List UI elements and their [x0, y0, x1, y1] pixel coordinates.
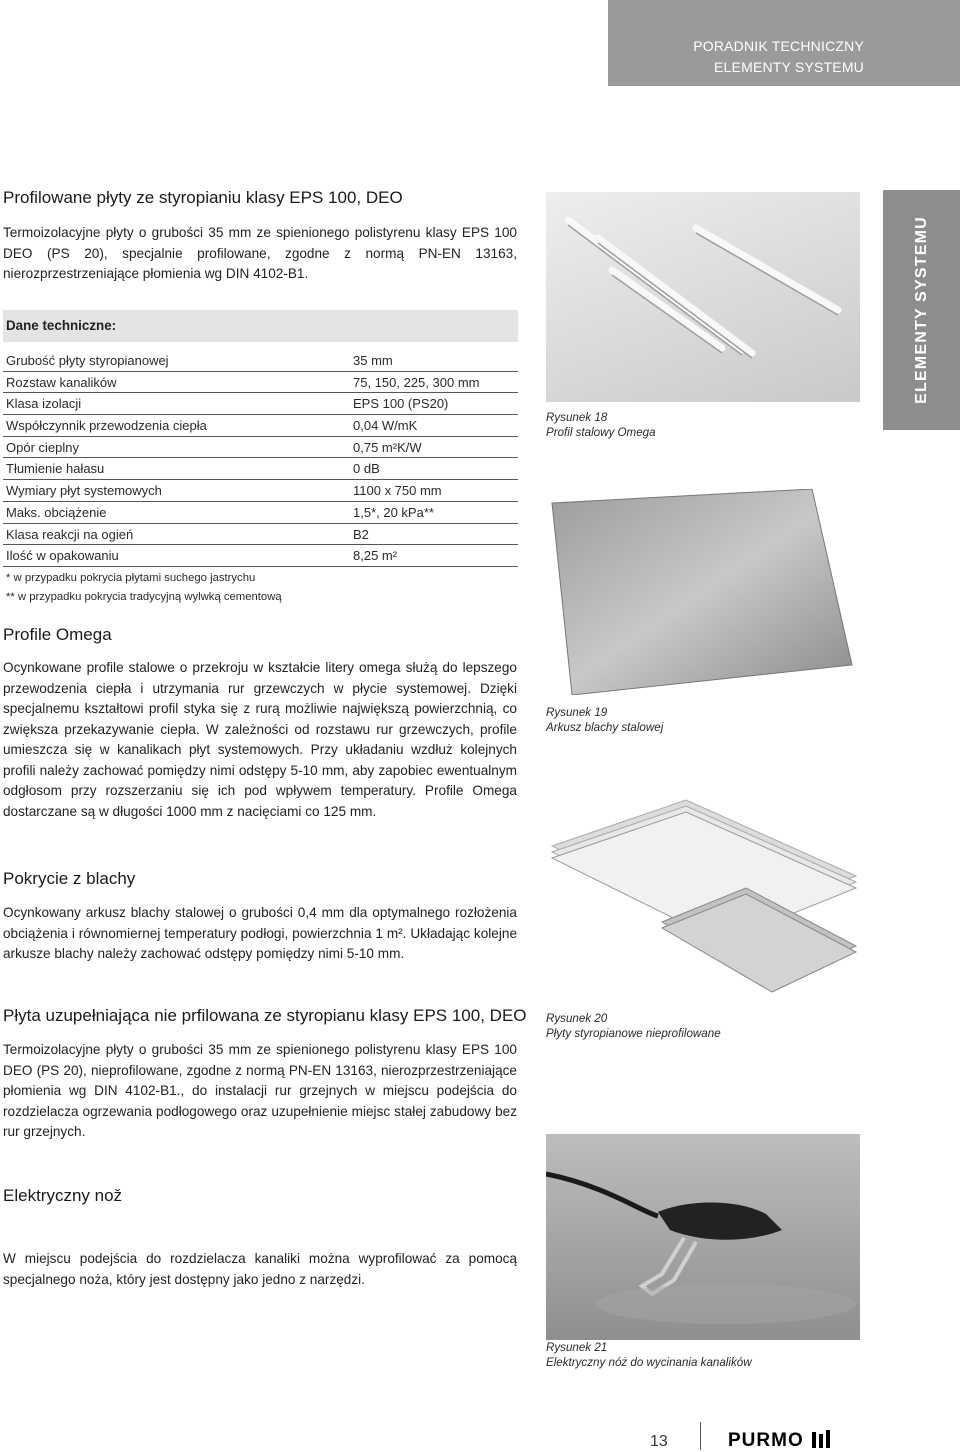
header-title: PORADNIK TECHNICZNY	[693, 38, 864, 54]
section-body-plate: Termoizolacyjne płyty o grubości 35 mm ze spienionego polistyrenu klasy EPS 100 DEO (PS 20), nieprofilowane, zgodne z normą PN-EN 13163, nierozprzestrzeniające płomienia wg DIN 4102-B1., do instalacji rur grzejnych w miejscu podejścia do rozdzielacza ogrzewania podłogowego oraz uzupełnienie miejsc stałej zabudowy bez rur grzejnych.	[3, 1042, 517, 1139]
header-subtitle: ELEMENTY SYSTEMU	[714, 59, 864, 75]
section-title-eps: Profilowane płyty ze styropianiu klasy EPS 100, DEO	[3, 188, 403, 207]
spec-key: Opór cieplny	[6, 439, 79, 455]
caption-number: Rysunek 20	[546, 1012, 608, 1025]
table-row	[3, 524, 518, 546]
page-number: 13	[650, 1433, 668, 1450]
side-tab	[883, 190, 960, 430]
caption-number: Rysunek 21	[546, 1341, 608, 1354]
electric-knife-image	[546, 1134, 860, 1340]
section-body-eps: Termoizolacyjne płyty o grubości 35 mm ze spienionego polistyrenu klasy EPS 100 DEO (PS 20), specjalnie profilowane, zgodne z normą PN-EN 13163, nierozprzestrzeniające płomienia wg DIN 4102-B1.	[3, 225, 517, 281]
side-tab-label: ELEMENTY SYSTEMU	[912, 216, 930, 404]
photo-electric-knife	[546, 1134, 860, 1340]
footnote: * w przypadku pokrycia płytami suchego jastrychu	[6, 571, 256, 584]
footer-divider	[700, 1422, 701, 1450]
spec-key: Rozstaw kanalików	[6, 374, 117, 390]
caption-fig-19	[546, 705, 663, 735]
spec-value: EPS 100 (PS20)	[353, 396, 449, 412]
omega-profiles-image	[546, 192, 860, 402]
section-title-omega: Profile Omega	[3, 625, 112, 644]
spec-key: Współczynnik przewodzenia ciepła	[6, 418, 207, 434]
table-row	[3, 480, 518, 502]
caption-title: Arkusz blachy stalowej	[546, 721, 664, 734]
caption-fig-20	[546, 1011, 721, 1041]
table-row	[3, 415, 518, 437]
table-row	[3, 502, 518, 524]
photo-steel-sheet	[546, 489, 860, 695]
spec-table	[3, 310, 518, 607]
spec-key: Ilość w opakowaniu	[6, 548, 119, 564]
section-body-omega: Ocynkowane profile stalowe o przekroju w kształcie litery omega służą do lepszego przewodzenia ciepła i utrzymania rur grzewczych w płycie systemowej. Dzięki specjalnemu kształtowi profil styka się z rurą możliwie największą powierzchnią, co zwiększa przekazywanie ciepła. W zależności od rozstawu rur grzewczych, profile umieszcza się w kanalikach płyt systemowych. Przy układaniu wzdłuż kolejnych profili należy zachować pomiędzy nimi odstępy 5-10 mm, aby zapobiec ewentualnym odgłosom przy rozszerzaniu się ich pod wpływem temperatury. Profile Omega dostarczane są w długości 1000 mm z nacięciami co 125 mm.	[3, 660, 517, 819]
spec-value: 1,5*, 20 kPa**	[353, 504, 434, 520]
spec-value: 35 mm	[353, 353, 393, 368]
section-body-sheet: Ocynkowany arkusz blachy stalowej o grubości 0,4 mm dla optymalnego rozłożenia obciążenia i równomiernej temperatury podłogi, powierzchnia 1 m². Układając kolejne arkusze blachy należy zachować odstępy pomiędzy nimi 5-10 mm.	[3, 905, 517, 961]
section-title-sheet: Pokrycie z blachy	[3, 869, 136, 888]
caption-title: Elektryczny nóż do wycinania kanalików	[546, 1356, 752, 1369]
header-tab	[608, 0, 960, 86]
caption-title: Profil stalowy Omega	[546, 426, 656, 439]
spec-value: B2	[353, 526, 369, 542]
table-row	[3, 458, 518, 480]
table-row	[3, 545, 518, 567]
section-title-knife: Elektryczny nož	[3, 1186, 123, 1205]
brand-name: PURMO	[728, 1430, 804, 1451]
table-row	[3, 372, 518, 394]
caption-fig-21	[546, 1340, 752, 1370]
table-row	[3, 350, 518, 372]
brand-mark-icon	[810, 1430, 832, 1448]
spec-value: 8,25 m²	[353, 548, 398, 564]
table-row	[3, 393, 518, 415]
photo-eps-boards	[546, 796, 860, 996]
spec-key: Wymiary płyt systemowych	[6, 483, 162, 499]
spec-table-header: Dane techniczne:	[3, 310, 518, 342]
spec-value: 0,04 W/mK	[353, 418, 418, 434]
spec-key: Klasa izolacji	[6, 396, 82, 412]
section-title-plate: Płyta uzupełniająca nie prfilowana ze styropianu klasy EPS 100, DEO	[3, 1006, 527, 1025]
spec-value: 1100 x 750 mm	[353, 483, 442, 499]
caption-number: Rysunek 19	[546, 706, 608, 719]
caption-title: Płyty styropianowe nieprofilowane	[546, 1027, 721, 1040]
brand-logo	[728, 1430, 832, 1452]
caption-number: Rysunek 18	[546, 411, 608, 424]
spec-value: 75, 150, 225, 300 mm	[353, 374, 480, 390]
spec-key: Grubość płyty styropianowej	[6, 353, 169, 368]
spec-key: Klasa reakcji na ogień	[6, 526, 134, 542]
caption-fig-18	[546, 410, 656, 440]
footnote: ** w przypadku pokrycia tradycyjną wylwką cementową	[6, 590, 282, 603]
spec-value: 0 dB	[353, 461, 380, 477]
eps-boards-image	[546, 796, 860, 996]
spec-value: 0,75 m²K/W	[353, 439, 422, 455]
spec-key: Tłumienie hałasu	[6, 461, 105, 477]
steel-sheet-image	[546, 489, 860, 695]
table-row	[3, 437, 518, 459]
section-body-knife: W miejscu podejścia do rozdzielacza kanaliki można wyprofilować za pomocą specjalnego noża, który jest dostępny jako jedno z narzędzi.	[3, 1251, 517, 1287]
spec-key: Maks. obciążenie	[6, 504, 107, 520]
photo-omega-profiles	[546, 192, 860, 402]
